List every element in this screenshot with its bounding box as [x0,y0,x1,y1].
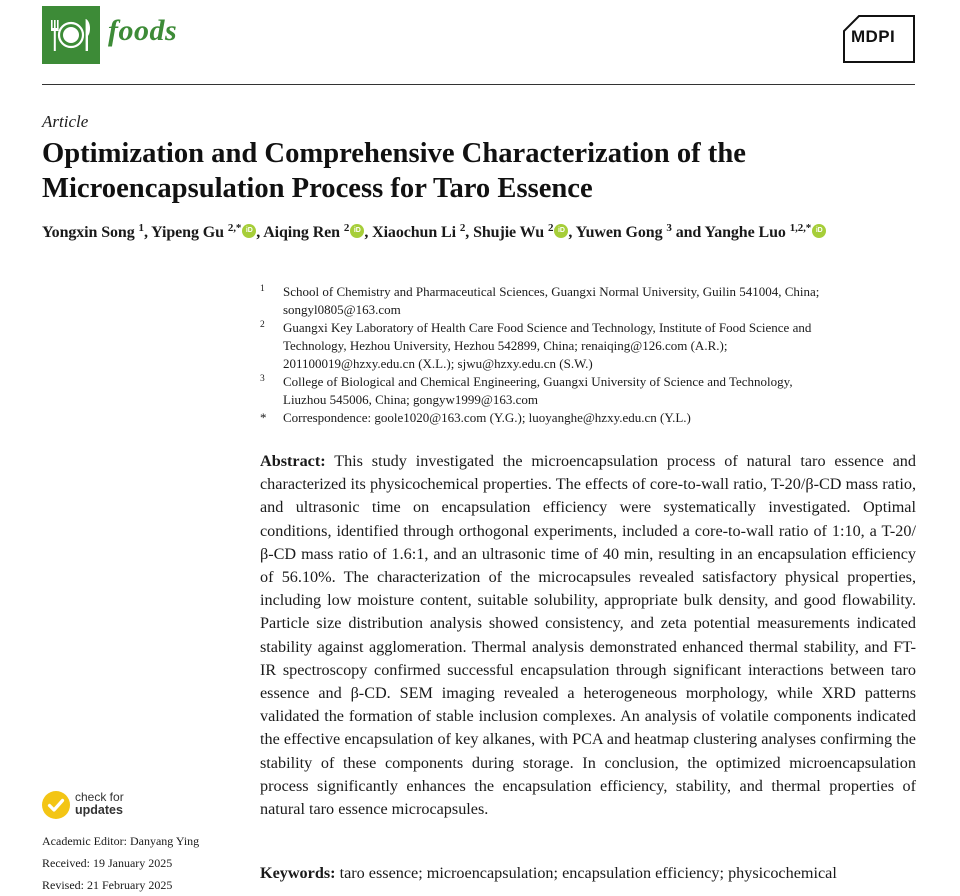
article-title: Optimization and Comprehensive Characterization of the Microencapsulation Process for Taro Essence [42,138,746,204]
author-separator: , [568,224,576,241]
check-updates-line2: updates [75,803,123,817]
affiliation-line[interactable]: Technology, Hezhou University, Hezhou 542899, China; renaiqing@126.com (A.R.); [283,338,728,353]
affiliation-line: College of Biological and Chemical Engineering, Guangxi University of Science and Technology, [283,374,793,389]
academic-editor: Academic Editor: Danyang Ying [42,834,200,848]
author-affiliation-marker: 2,* [227,222,242,234]
author-separator: , [465,224,474,241]
author-separator: , [256,224,264,241]
affiliation-number: 3 [260,374,265,384]
abstract-text: This study investigated the microencapsulation process of natural taro essence and characterized its physicochemical properties. The effects of core-to-wall ratio, T-20/β-CD mass ratio, and ultrasonic time on encapsulation efficiency were systematically investigated. Optimal conditions, identified through orthogonal experiments, included a core-to-wall ratio of 1:10, a T-20/β-CD mass ratio of 1.6:1, and an ultrasonic time of 40 min, resulting in an encapsulation efficiency of 56.10%. The characterization of the microcapsules revealed satisfactory physical properties, including low moisture content, suitable solubility, appropriate bulk density, and good flowability. Particle size distribution analysis showed consistency, and zeta potential measurements indicated stability against agglomeration. Thermal analysis demonstrated enhanced thermal stability, and FT-IR spectroscopy confirmed successful encapsulation through significant interactions between taro essence and β-CD. SEM imaging revealed a heterogeneous morphology, while XRD patterns validated the formation of stable inclusion complexes. An analysis of volatile components indicated the effective encapsulation of key alkanes, with PCA and heatmap clustering analyses confirming the stability of these components during storage. In conclusion, the optimized microencapsulation process significantly enhances the encapsulation efficiency, stability, and thermal properties of natural taro essence microcapsules. [260,452,916,819]
author-separator: and [671,224,705,241]
check-updates-icon [42,791,70,819]
article-side-info [42,830,199,896]
affiliation-line: School of Chemistry and Pharmaceutical Sciences, Guangxi Normal University, Guilin 541004, China; [283,284,820,299]
correspondence-text[interactable]: Correspondence: goole1020@163.com (Y.G.); luoyanghe@hzxy.edu.cn (Y.L.) [283,410,691,425]
publisher-name: MDPI [851,27,896,46]
affiliation-2 [260,319,920,373]
affiliation-line: Guangxi Key Laboratory of Health Care Food Science and Technology, Institute of Food Science and [283,320,812,335]
orcid-icon[interactable]: iD [812,224,826,238]
orcid-icon[interactable]: iD [554,224,568,238]
orcid-icon[interactable]: iD [242,224,256,238]
affiliation-3 [260,373,920,409]
author-name[interactable]: Yipeng Gu [151,224,224,241]
author-list [42,224,942,242]
author-name[interactable]: Xiaochun Li [372,224,456,241]
affiliations [260,283,920,427]
affiliation-line[interactable]: songyl0805@163.com [283,302,401,317]
author-name[interactable]: Aiqing Ren [263,224,340,241]
article-type: Article [42,112,89,131]
abstract [260,450,916,821]
journal-logo-icon[interactable] [42,6,100,64]
affiliation-line[interactable]: 201100019@hzxy.edu.cn (X.L.); sjwu@hzxy.edu.cn (S.W.) [283,356,593,371]
author-affiliation-marker: 2 [459,222,466,234]
author-name[interactable]: Yuwen Gong [575,224,663,241]
author-affiliation-marker: 1,2,* [789,222,812,234]
received-date: Received: 19 January 2025 [42,856,173,870]
author-name[interactable]: Yongxin Song [42,224,135,241]
author-affiliation-marker: 2 [343,222,350,234]
affiliation-1 [260,283,920,319]
author-name[interactable]: Shujie Wu [473,224,545,241]
affiliation-number: 1 [260,284,265,294]
page-header [0,0,960,90]
author-affiliation-marker: 1 [138,222,144,234]
author-affiliation-marker: 2 [547,222,554,234]
author-affiliation-marker: 3 [666,222,672,234]
correspondence [260,409,920,427]
affiliation-number: 2 [260,320,265,330]
check-for-updates-button[interactable] [42,790,162,820]
author-separator: , [143,224,152,241]
affiliation-line[interactable]: Liuzhou 545006, China; gongyw1999@163.com [283,392,538,407]
abstract-label: Abstract: [260,452,326,470]
keywords [260,864,940,883]
check-updates-line1: check for [75,790,124,804]
orcid-icon[interactable]: iD [350,224,364,238]
keywords-text: taro essence; microencapsulation; encapsulation efficiency; physicochemical [339,864,837,882]
revised-date: Revised: 21 February 2025 [42,878,173,892]
keywords-label: Keywords: [260,864,336,882]
journal-name[interactable]: foods [108,14,178,47]
header-divider [42,84,915,85]
correspondence-mark: * [260,410,267,425]
author-name[interactable]: Yanghe Luo [704,224,786,241]
author-separator: , [364,224,373,241]
check-updates-label [75,791,124,817]
